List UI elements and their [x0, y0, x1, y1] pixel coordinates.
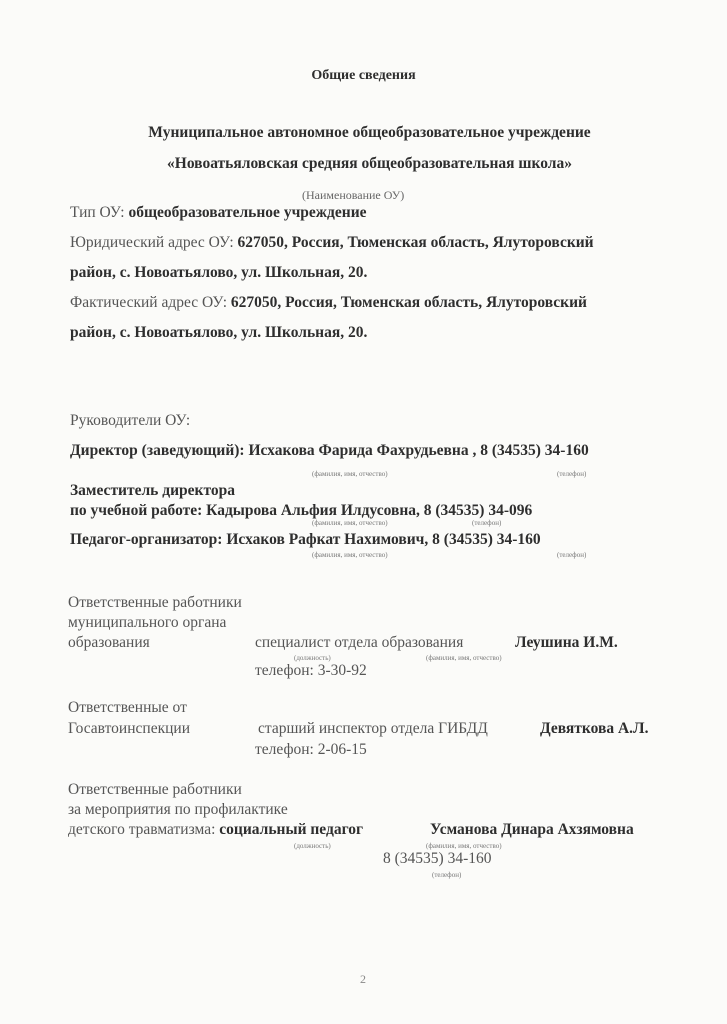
municipal-position: специалист отдела образования — [255, 634, 464, 651]
type-value: общеобразовательное учреждение — [128, 204, 367, 221]
type-label: Тип ОУ: — [70, 204, 129, 221]
gibdd-l1: Ответственные от — [68, 699, 187, 716]
director-line: Директор (заведующий): Исхакова Фарида Фахрудьевна , 8 (34535) 34-160 — [70, 442, 589, 459]
deputy-line1: Заместитель директора — [70, 482, 235, 499]
caption-phone: (телефон) — [472, 519, 502, 527]
gibdd-l2: Госавтоинспекции — [68, 720, 190, 737]
gibdd-name: Девяткова А.Л. — [540, 720, 649, 737]
actual-address-row — [70, 294, 587, 312]
prevention-row — [68, 821, 363, 839]
caption-phone: (телефон) — [557, 551, 587, 559]
caption-fio: (фамилия, имя, отчество) — [312, 551, 388, 559]
org-name-line2: «Новоатьяловская средняя общеобразовательная школа» — [167, 155, 572, 172]
municipal-phone: телефон: 3-30-92 — [255, 662, 367, 679]
organizer-line: Педагог-организатор: Исхаков Рафкат Нахимович, 8 (34535) 34-160 — [70, 531, 541, 548]
municipal-l2: муниципального органа — [68, 614, 227, 631]
caption-fio: (фамилия, имя, отчество) — [426, 654, 502, 662]
legal-address-line2: район, с. Новоатьялово, ул. Школьная, 20. — [70, 264, 368, 281]
caption-phone: (телефон) — [557, 470, 587, 478]
municipal-l3: образования — [68, 634, 150, 651]
municipal-name: Леушина И.М. — [515, 634, 618, 651]
prevention-l3: детского травматизма: — [68, 821, 220, 838]
caption-phone: (телефон) — [432, 871, 462, 879]
legal-address-value: 627050, Россия, Тюменская область, Ялуторовский — [237, 234, 594, 251]
caption-position: (должность) — [294, 654, 331, 662]
prevention-position: социальный педагог — [219, 821, 364, 838]
org-caption: (Наименование ОУ) — [302, 188, 405, 202]
gibdd-position: старший инспектор отдела ГИБДД — [258, 720, 488, 737]
caption-position: (должность) — [294, 842, 331, 850]
page-title: Общие сведения — [311, 68, 416, 83]
actual-address-value: 627050, Россия, Тюменская область, Ялуторовский — [230, 294, 587, 311]
org-name-line1: Муниципальное автономное общеобразовательное учреждение — [148, 124, 591, 141]
prevention-phone: 8 (34535) 34-160 — [383, 850, 492, 867]
gibdd-phone: телефон: 2-06-15 — [255, 741, 367, 758]
leaders-heading: Руководители ОУ: — [70, 412, 191, 429]
deputy-line2: по учебной работе: Кадырова Альфия Илдусовна, 8 (34535) 34-096 — [70, 502, 533, 519]
caption-fio: (фамилия, имя, отчество) — [312, 519, 388, 527]
legal-address-label: Юридический адрес ОУ: — [70, 234, 238, 251]
actual-address-line2: район, с. Новоатьялово, ул. Школьная, 20. — [70, 324, 368, 341]
prevention-l2: за мероприятия по профилактике — [68, 801, 288, 818]
type-row — [70, 204, 367, 222]
prevention-name: Усманова Динара Ахзямовна — [430, 821, 634, 838]
caption-fio: (фамилия, имя, отчество) — [312, 470, 388, 478]
actual-address-label: Фактический адрес ОУ: — [70, 294, 231, 311]
prevention-l1: Ответственные работники — [68, 781, 242, 798]
legal-address-row — [70, 234, 594, 252]
municipal-l1: Ответственные работники — [68, 594, 242, 611]
caption-fio: (фамилия, имя, отчество) — [426, 842, 502, 850]
page-number: 2 — [360, 972, 366, 986]
